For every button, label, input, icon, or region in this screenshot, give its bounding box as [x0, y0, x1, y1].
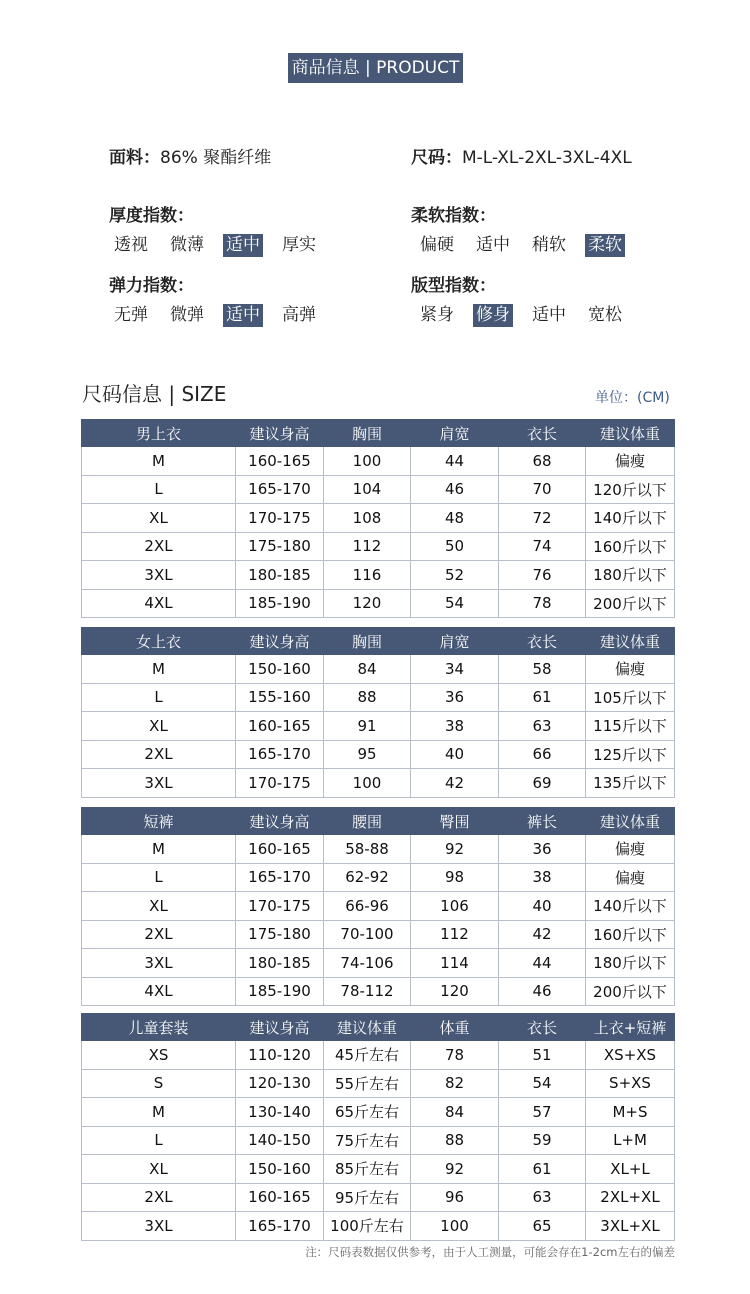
table-cell: 69: [499, 769, 586, 798]
table-cell: 78: [499, 589, 586, 618]
table-cell: 74-106: [324, 949, 411, 978]
table-cell: 165-170: [236, 740, 324, 769]
table-row: [82, 1183, 675, 1212]
table-cell: 165-170: [236, 475, 324, 504]
table-cell: 48: [411, 504, 499, 533]
table-cell: 135斤以下: [586, 769, 675, 798]
table-header-cell: 腰围: [324, 808, 411, 835]
table-cell: 61: [499, 1155, 586, 1184]
table-cell: 76: [499, 561, 586, 590]
table-cell: 84: [411, 1098, 499, 1127]
index-option: 厚实: [282, 235, 316, 255]
table-cell: 78-112: [324, 977, 411, 1006]
table-cell: 170-175: [236, 892, 324, 921]
index-option: 修身: [473, 304, 513, 327]
table-header-row: [82, 420, 675, 447]
index-option: 紧身: [420, 305, 454, 325]
section-banner-product: 商品信息 | PRODUCT: [288, 53, 463, 83]
table-cell: XS+XS: [586, 1041, 675, 1070]
index-option: 适中: [532, 305, 566, 325]
table-cell: 54: [499, 1069, 586, 1098]
table-cell: 55斤左右: [324, 1069, 411, 1098]
table-cell: 150-160: [236, 655, 324, 684]
table-cell: XL: [82, 892, 236, 921]
table-cell: 120-130: [236, 1069, 324, 1098]
table-cell: 140斤以下: [586, 504, 675, 533]
table-cell: 40: [499, 892, 586, 921]
table-row: [82, 1069, 675, 1098]
table-cell: 92: [411, 835, 499, 864]
table-cell: 36: [499, 835, 586, 864]
table-header-cell: 儿童套装: [82, 1014, 236, 1041]
softness-index-title: 柔软指数：: [411, 206, 496, 226]
table-cell: XL: [82, 712, 236, 741]
table-cell: 59: [499, 1126, 586, 1155]
softness-index-options: [409, 234, 633, 257]
table-header-cell: 建议体重: [586, 808, 675, 835]
table-cell: M: [82, 835, 236, 864]
table-cell: 180斤以下: [586, 561, 675, 590]
table-cell: 82: [411, 1069, 499, 1098]
table-cell: 38: [499, 863, 586, 892]
table-cell: 112: [324, 532, 411, 561]
table-cell: 104: [324, 475, 411, 504]
table-cell: 114: [411, 949, 499, 978]
index-option: 无弹: [114, 305, 148, 325]
table-cell: 140-150: [236, 1126, 324, 1155]
table-cell: 185-190: [236, 977, 324, 1006]
table-row: [82, 532, 675, 561]
table-cell: 45斤左右: [324, 1041, 411, 1070]
table-row: [82, 1126, 675, 1155]
table-cell: 偏瘦: [586, 863, 675, 892]
index-option: 透视: [114, 235, 148, 255]
table-header-cell: 体重: [411, 1014, 499, 1041]
table-cell: 75斤左右: [324, 1126, 411, 1155]
table-cell: M+S: [586, 1098, 675, 1127]
table-header-cell: 建议身高: [236, 1014, 324, 1041]
table-row: [82, 863, 675, 892]
table-cell: L: [82, 475, 236, 504]
men-top-size-table: [81, 419, 675, 618]
table-cell: 140斤以下: [586, 892, 675, 921]
table-cell: 62-92: [324, 863, 411, 892]
table-header-row: [82, 1014, 675, 1041]
table-cell: 46: [411, 475, 499, 504]
kids-set-size-table: [81, 1013, 675, 1241]
table-cell: 70-100: [324, 920, 411, 949]
table-cell: 105斤以下: [586, 683, 675, 712]
table-cell: 155-160: [236, 683, 324, 712]
table-cell: 58: [499, 655, 586, 684]
table-cell: 65: [499, 1212, 586, 1241]
table-header-cell: 臀围: [411, 808, 499, 835]
table-cell: M: [82, 1098, 236, 1127]
table-cell: 110-120: [236, 1041, 324, 1070]
table-cell: 42: [411, 769, 499, 798]
table-cell: 200斤以下: [586, 977, 675, 1006]
table-cell: M: [82, 447, 236, 476]
table-cell: 2XL: [82, 532, 236, 561]
table-header-cell: 肩宽: [411, 628, 499, 655]
size-range-label: 尺码：: [411, 148, 462, 168]
table-cell: 120: [411, 977, 499, 1006]
table-cell: 160-165: [236, 1183, 324, 1212]
table-cell: XL: [82, 504, 236, 533]
index-option: 柔软: [585, 234, 625, 257]
table-cell: 36: [411, 683, 499, 712]
fabric-label: 面料：: [109, 148, 160, 168]
table-cell: 57: [499, 1098, 586, 1127]
table-cell: 2XL: [82, 920, 236, 949]
table-cell: 108: [324, 504, 411, 533]
table-row: [82, 977, 675, 1006]
index-option: 适中: [476, 235, 510, 255]
table-cell: 175-180: [236, 532, 324, 561]
table-cell: 50: [411, 532, 499, 561]
table-row: [82, 712, 675, 741]
table-row: [82, 1041, 675, 1070]
elasticity-index-title: 弹力指数：: [109, 276, 194, 296]
table-row: [82, 561, 675, 590]
table-header-row: [82, 628, 675, 655]
table-cell: 44: [411, 447, 499, 476]
table-cell: XS: [82, 1041, 236, 1070]
fabric-info: [109, 143, 271, 168]
table-cell: 100: [324, 769, 411, 798]
table-cell: 175-180: [236, 920, 324, 949]
index-option: 偏硬: [420, 235, 454, 255]
table-cell: L: [82, 863, 236, 892]
table-cell: 100斤左右: [324, 1212, 411, 1241]
table-cell: 偏瘦: [586, 655, 675, 684]
size-range-info: [411, 143, 632, 168]
thickness-index-title: 厚度指数：: [109, 206, 194, 226]
table-cell: 130-140: [236, 1098, 324, 1127]
table-cell: 66: [499, 740, 586, 769]
table-header-cell: 胸围: [324, 628, 411, 655]
table-cell: 170-175: [236, 504, 324, 533]
table-cell: 100: [324, 447, 411, 476]
table-header-cell: 衣长: [499, 420, 586, 447]
table-cell: 44: [499, 949, 586, 978]
table-cell: 3XL+XL: [586, 1212, 675, 1241]
table-cell: 40: [411, 740, 499, 769]
table-cell: 46: [499, 977, 586, 1006]
index-option: 微薄: [170, 235, 204, 255]
table-cell: 3XL: [82, 561, 236, 590]
table-cell: 180斤以下: [586, 949, 675, 978]
table-cell: 68: [499, 447, 586, 476]
table-cell: 96: [411, 1183, 499, 1212]
table-cell: 4XL: [82, 977, 236, 1006]
table-header-cell: 建议体重: [324, 1014, 411, 1041]
table-cell: 165-170: [236, 863, 324, 892]
table-cell: 34: [411, 655, 499, 684]
table-row: [82, 769, 675, 798]
table-cell: 150-160: [236, 1155, 324, 1184]
table-header-cell: 女上衣: [82, 628, 236, 655]
table-cell: 3XL: [82, 769, 236, 798]
table-cell: 98: [411, 863, 499, 892]
table-cell: 58-88: [324, 835, 411, 864]
size-info-title: 尺码信息 | SIZE: [82, 382, 227, 406]
table-cell: 52: [411, 561, 499, 590]
table-cell: 63: [499, 1183, 586, 1212]
index-option: 适中: [223, 234, 263, 257]
table-cell: 84: [324, 655, 411, 684]
table-cell: 51: [499, 1041, 586, 1070]
measurement-note: 注：尺码表数据仅供参考，由于人工测量，可能会存在1-2cm左右的偏差: [305, 1245, 675, 1259]
table-row: [82, 475, 675, 504]
table-row: [82, 835, 675, 864]
table-cell: 2XL: [82, 1183, 236, 1212]
table-row: [82, 1212, 675, 1241]
table-cell: S+XS: [586, 1069, 675, 1098]
table-header-cell: 短裤: [82, 808, 236, 835]
table-header-cell: 建议体重: [586, 420, 675, 447]
table-cell: L: [82, 683, 236, 712]
table-header-cell: 建议身高: [236, 420, 324, 447]
table-cell: 120斤以下: [586, 475, 675, 504]
table-cell: 120: [324, 589, 411, 618]
table-cell: XL+L: [586, 1155, 675, 1184]
table-cell: 112: [411, 920, 499, 949]
table-header-row: [82, 808, 675, 835]
shorts-size-table: [81, 807, 675, 1006]
table-cell: 185-190: [236, 589, 324, 618]
table-cell: 115斤以下: [586, 712, 675, 741]
table-cell: 160斤以下: [586, 920, 675, 949]
index-option: 高弹: [282, 305, 316, 325]
women-top-size-table: [81, 627, 675, 798]
table-cell: 85斤左右: [324, 1155, 411, 1184]
table-cell: 54: [411, 589, 499, 618]
table-cell: 91: [324, 712, 411, 741]
table-cell: 95斤左右: [324, 1183, 411, 1212]
table-cell: 偏瘦: [586, 447, 675, 476]
table-row: [82, 655, 675, 684]
table-cell: 160斤以下: [586, 532, 675, 561]
table-header-cell: 建议体重: [586, 628, 675, 655]
table-row: [82, 589, 675, 618]
table-header-cell: 肩宽: [411, 420, 499, 447]
index-option: 稍软: [532, 235, 566, 255]
table-header-cell: 衣长: [499, 1014, 586, 1041]
table-header-cell: 衣长: [499, 628, 586, 655]
table-cell: 74: [499, 532, 586, 561]
table-row: [82, 740, 675, 769]
fit-index-options: [409, 304, 633, 327]
table-cell: S: [82, 1069, 236, 1098]
table-cell: XL: [82, 1155, 236, 1184]
fabric-value: 86% 聚酯纤维: [160, 148, 272, 168]
table-cell: 72: [499, 504, 586, 533]
table-cell: 3XL: [82, 1212, 236, 1241]
table-cell: 42: [499, 920, 586, 949]
index-option: 微弹: [170, 305, 204, 325]
table-cell: 180-185: [236, 561, 324, 590]
table-cell: 66-96: [324, 892, 411, 921]
table-header-cell: 男上衣: [82, 420, 236, 447]
size-range-value: M-L-XL-2XL-3XL-4XL: [462, 148, 632, 168]
table-row: [82, 920, 675, 949]
table-row: [82, 892, 675, 921]
table-cell: 2XL+XL: [586, 1183, 675, 1212]
table-cell: 200斤以下: [586, 589, 675, 618]
table-cell: L: [82, 1126, 236, 1155]
table-cell: 100: [411, 1212, 499, 1241]
table-cell: 160-165: [236, 835, 324, 864]
table-cell: 170-175: [236, 769, 324, 798]
table-cell: L+M: [586, 1126, 675, 1155]
table-cell: 160-165: [236, 447, 324, 476]
table-cell: 92: [411, 1155, 499, 1184]
table-cell: 180-185: [236, 949, 324, 978]
table-row: [82, 447, 675, 476]
table-row: [82, 949, 675, 978]
table-header-cell: 裤长: [499, 808, 586, 835]
thickness-index-options: [103, 234, 327, 257]
table-cell: 2XL: [82, 740, 236, 769]
elasticity-index-options: [103, 304, 327, 327]
table-header-cell: 上衣+短裤: [586, 1014, 675, 1041]
table-cell: 偏瘦: [586, 835, 675, 864]
table-cell: 116: [324, 561, 411, 590]
table-row: [82, 504, 675, 533]
table-cell: 65斤左右: [324, 1098, 411, 1127]
table-cell: 4XL: [82, 589, 236, 618]
table-cell: 61: [499, 683, 586, 712]
table-cell: 160-165: [236, 712, 324, 741]
table-cell: 106: [411, 892, 499, 921]
index-option: 宽松: [588, 305, 622, 325]
table-header-cell: 建议身高: [236, 808, 324, 835]
fit-index-title: 版型指数：: [411, 276, 496, 296]
table-header-cell: 建议身高: [236, 628, 324, 655]
index-option: 适中: [223, 304, 263, 327]
table-row: [82, 683, 675, 712]
table-cell: 95: [324, 740, 411, 769]
table-cell: 3XL: [82, 949, 236, 978]
table-header-cell: 胸围: [324, 420, 411, 447]
table-cell: 63: [499, 712, 586, 741]
unit-label: 单位：(CM): [595, 390, 670, 406]
table-row: [82, 1098, 675, 1127]
table-cell: 70: [499, 475, 586, 504]
table-cell: 78: [411, 1041, 499, 1070]
table-cell: 38: [411, 712, 499, 741]
table-cell: M: [82, 655, 236, 684]
table-cell: 165-170: [236, 1212, 324, 1241]
table-cell: 88: [411, 1126, 499, 1155]
table-cell: 88: [324, 683, 411, 712]
table-cell: 125斤以下: [586, 740, 675, 769]
table-row: [82, 1155, 675, 1184]
